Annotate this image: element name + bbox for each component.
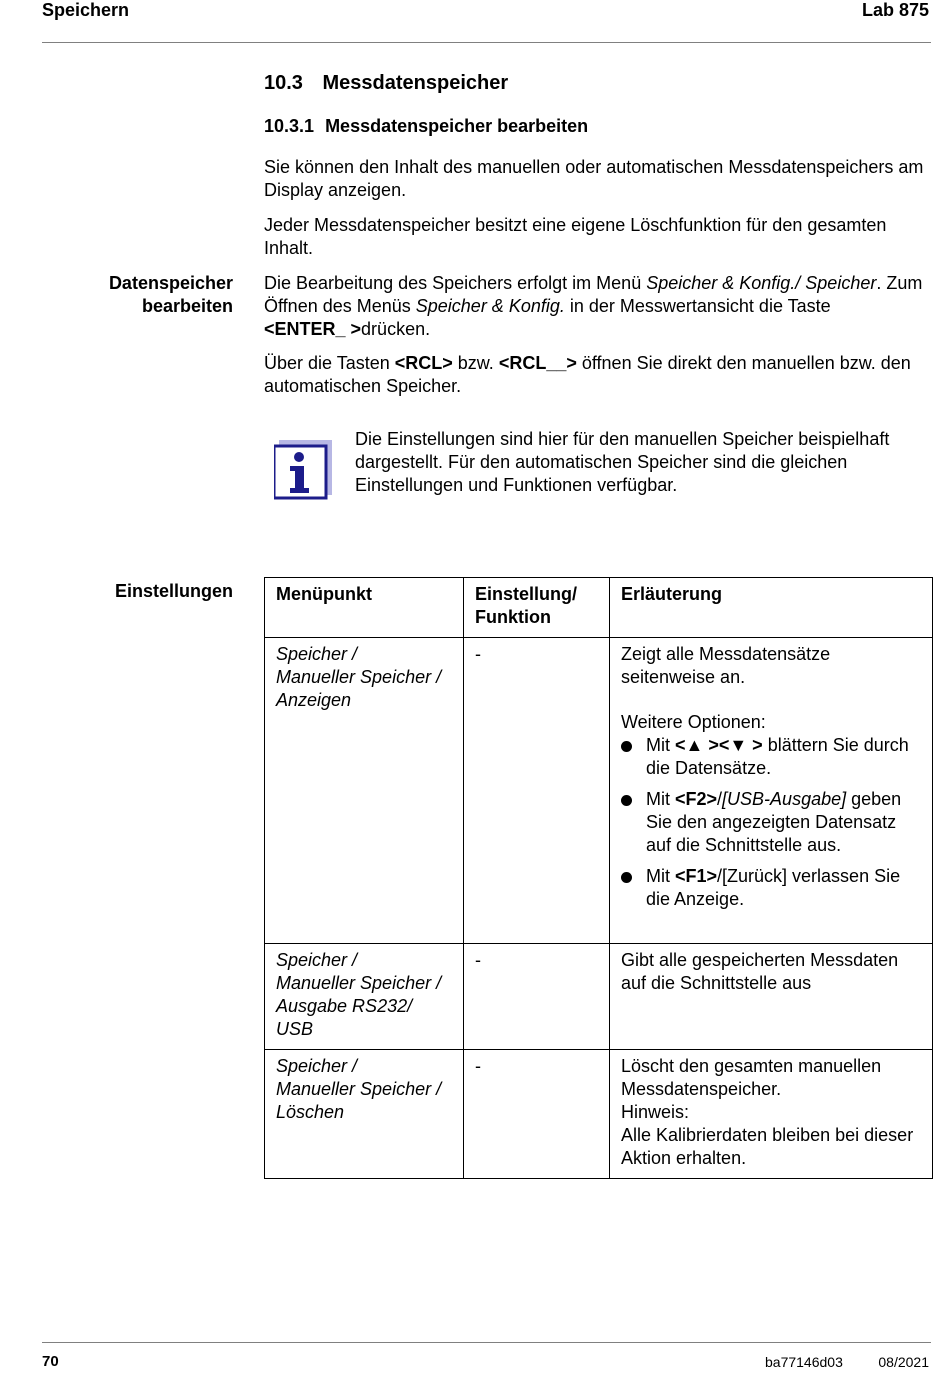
settings-table — [264, 577, 933, 1179]
section-number: 10.3 — [264, 72, 303, 94]
list-item: Mit <▲ ><▼ > blättern Sie durch die Datensätze. — [621, 734, 921, 780]
subsection-number: 10.3.1 — [264, 116, 315, 136]
edit-paragraph-1: Die Bearbeitung des Speichers erfolgt im Menü Speicher & Konfig./ Speicher. Zum Öffnen des Menüs Speicher & Konfig. in der Messwertansicht die Taste <ENTER_ >drücken. — [264, 273, 923, 339]
table-row — [265, 638, 933, 944]
footer-rule — [42, 1342, 931, 1343]
header-explanation: Erläuterung — [610, 578, 933, 638]
explanation-cell: Zeigt alle Messdatensätze seitenweise an. Weitere Optionen: Mit <▲ ><▼ > blättern Sie durch die Datensätze. Mit <F2>/[USB-Ausgabe] geben Sie den angezeigten Datensatz auf die Schnittstelle aus. Mit <F1>/[Zurück] verlassen Sie die Anzeige. — [610, 638, 933, 944]
intro-paragraph-2: Jeder Messdatenspeicher besitzt eine eigene Löschfunktion für den gesamten Inhalt. — [264, 215, 887, 258]
rcl-auto-key: <RCL__> — [498, 353, 577, 373]
table-row — [265, 1050, 933, 1179]
setting-cell: - — [464, 638, 610, 944]
header-setting: Einstellung/ Funktion — [464, 578, 610, 638]
menu-cell: Speicher / Manueller Speicher / Löschen — [265, 1050, 464, 1179]
table-header-row — [265, 578, 933, 638]
menu-name: Speicher & Konfig. — [415, 296, 565, 316]
intro-paragraph-1: Sie können den Inhalt des manuellen oder automatischen Messdatenspeichers am Display anzeigen. — [264, 157, 924, 200]
list-item: Mit <F2>/[USB-Ausgabe] geben Sie den angezeigten Datensatz auf die Schnittstelle aus. — [621, 788, 921, 857]
table-row — [265, 944, 933, 1050]
info-icon — [274, 440, 332, 500]
side-label-edit-line1: Datenspeicher — [108, 273, 233, 293]
side-label-settings: Einstellungen — [114, 581, 233, 601]
subsection-heading — [264, 116, 588, 137]
menu-path: Speicher & Konfig./ Speicher — [646, 273, 877, 293]
side-label-edit-line2: bearbeiten — [141, 296, 233, 316]
rcl-key: <RCL> — [394, 353, 453, 373]
setting-cell: - — [464, 1050, 610, 1179]
edit-paragraph-2: Über die Tasten <RCL> bzw. <RCL__> öffnen Sie direkt den manuellen bzw. den automatischen Speicher. — [264, 353, 911, 396]
setting-cell: - — [464, 944, 610, 1050]
header-menu: Menüpunkt — [265, 578, 464, 638]
doc-number: ba77146d03 — [765, 1354, 843, 1370]
list-item: Mit <F1>/[Zurück] verlassen Sie die Anzeige. — [621, 865, 921, 911]
page-number: 70 — [42, 1353, 59, 1370]
enter-key: <ENTER_ > — [264, 319, 362, 339]
header-right: Lab 875 — [861, 0, 929, 20]
explanation-cell: Gibt alle gespeicherten Messdaten auf die Schnittstelle aus — [610, 944, 933, 1050]
header-rule — [42, 42, 931, 43]
side-label-edit — [109, 272, 233, 318]
header-left: Speichern — [42, 0, 130, 20]
menu-cell: Speicher / Manueller Speicher / Anzeigen — [265, 638, 464, 944]
section-title: Messdatenspeicher — [322, 72, 509, 94]
menu-cell: Speicher / Manueller Speicher / Ausgabe RS232/ USB — [265, 944, 464, 1050]
doc-date: 08/2021 — [878, 1354, 929, 1370]
section-heading — [264, 72, 508, 95]
explanation-cell: Löscht den gesamten manuellen Messdatenspeicher. Hinweis: Alle Kalibrierdaten bleiben bei dieser Aktion erhalten. — [610, 1050, 933, 1179]
info-note: Die Einstellungen sind hier für den manuellen Speicher beispielhaft dargestellt. Für den automatischen Speicher sind die gleichen Einstellungen und Funktionen verfügbar. — [355, 429, 890, 495]
subsection-title: Messdatenspeicher bearbeiten — [325, 116, 589, 136]
